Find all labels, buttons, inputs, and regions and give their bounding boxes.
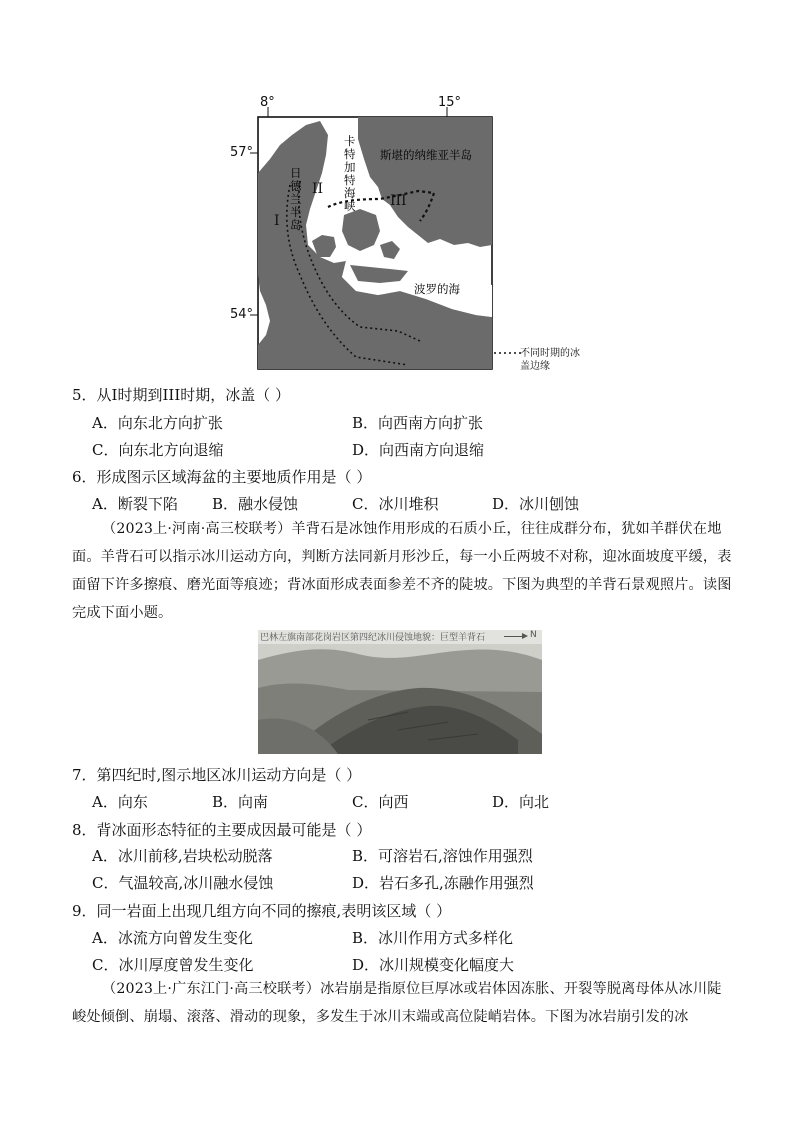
baltic-label: 波罗的海 bbox=[414, 282, 460, 296]
scandinavia-label: 斯堪的纳维亚半岛 bbox=[380, 148, 472, 162]
q6-option-a: A．断裂下陷 bbox=[92, 495, 178, 513]
kattegat-label: 卡特加特海峡 bbox=[344, 134, 356, 213]
glacier-map bbox=[230, 95, 590, 385]
intro-paragraph-1: （2023上·河南·高三校联考）羊背石是冰蚀作用形成的石质小丘，往往成群分布，犹如羊群伏在地面。羊背石可以指示冰川运动方向，判断方法同新月形沙丘，每一小丘两坡不对称，迎冰面坡度平缓，表面留下许多擦痕、磨光面等痕迹；背冰面形成表面参差不齐的陡坡。下图为典型的羊背石景观照片。读图完成下面小题。 bbox=[72, 521, 732, 621]
lon-label-right: 15° bbox=[438, 95, 462, 110]
q5-option-a: A．向东北方向扩张 bbox=[92, 414, 223, 432]
north-label: N bbox=[530, 630, 537, 640]
q8-stem: 8．背冰面形态特征的主要成因最可能是（ ） bbox=[72, 821, 372, 839]
q9-option-b: B．冰川作用方式多样化 bbox=[352, 929, 514, 947]
q6-option-c: C．冰川堆积 bbox=[352, 495, 439, 513]
q7-stem: 7．第四纪时,图示地区冰川运动方向是（ ） bbox=[72, 766, 362, 784]
lat-label-top: 57° bbox=[230, 145, 254, 160]
jutland-label: 日德兰半岛 bbox=[290, 166, 302, 232]
lat-label-bottom: 54° bbox=[230, 307, 254, 322]
q9-option-a: A．冰流方向曾发生变化 bbox=[92, 929, 253, 947]
roche-moutonnee-photo bbox=[258, 630, 542, 754]
q8-option-a: A．冰川前移,岩块松动脱落 bbox=[92, 847, 273, 865]
roman-ii-label: II bbox=[312, 181, 324, 197]
roman-i-label: I bbox=[274, 213, 280, 229]
q9-option-c: C．冰川厚度曾发生变化 bbox=[92, 956, 254, 974]
lon-label-left: 8° bbox=[260, 95, 275, 110]
q9-option-d: D．冰川规模变化幅度大 bbox=[352, 956, 515, 974]
q7-option-b: B．向南 bbox=[212, 793, 269, 811]
q7-option-d: D．向北 bbox=[492, 793, 550, 811]
q6-option-b: B．融水侵蚀 bbox=[212, 495, 299, 513]
map-figure bbox=[230, 95, 590, 385]
q7-option-a: A．向东 bbox=[92, 793, 148, 811]
q5-stem: 5．从I时期到III时期，冰盖（ ） bbox=[72, 386, 291, 404]
q6-option-d: D．冰川刨蚀 bbox=[492, 495, 580, 513]
roman-iii-label: III bbox=[390, 193, 407, 209]
q5-option-c: C．向东北方向退缩 bbox=[92, 441, 224, 459]
q9-stem: 9．同一岩面上出现几组方向不同的擦痕,表明该区域（ ） bbox=[72, 902, 452, 920]
q5-option-d: D．向西南方向退缩 bbox=[352, 441, 485, 459]
q6-stem: 6．形成图示区域海盆的主要地质作用是（ ） bbox=[72, 468, 372, 486]
photo-illustration bbox=[258, 630, 542, 754]
q8-option-d: D．岩石多孔,冻融作用强烈 bbox=[352, 874, 534, 892]
q8-option-b: B．可溶岩石,溶蚀作用强烈 bbox=[352, 847, 533, 865]
north-arrow-head-icon bbox=[522, 633, 528, 639]
q7-option-c: C．向西 bbox=[352, 793, 409, 811]
q5-option-b: B．向西南方向扩张 bbox=[352, 414, 484, 432]
legend-label: 不同时期的冰盖边缘 bbox=[520, 348, 580, 372]
photo-caption: 巴林左旗南部花岗岩区第四纪冰川侵蚀地貌：巨型羊背石 bbox=[260, 633, 486, 643]
intro-paragraph-2: （2023上·广东江门·高三校联考）冰岩崩是指原位巨厚冰或岩体因冻胀、开裂等脱离母体从冰川陡峻处倾倒、崩塌、滚落、滑动的现象，多发生于冰川末端或高位陡峭岩体。下图为冰岩崩引发的冰 bbox=[72, 981, 722, 1025]
q8-option-c: C．气温较高,冰川融水侵蚀 bbox=[92, 874, 274, 892]
